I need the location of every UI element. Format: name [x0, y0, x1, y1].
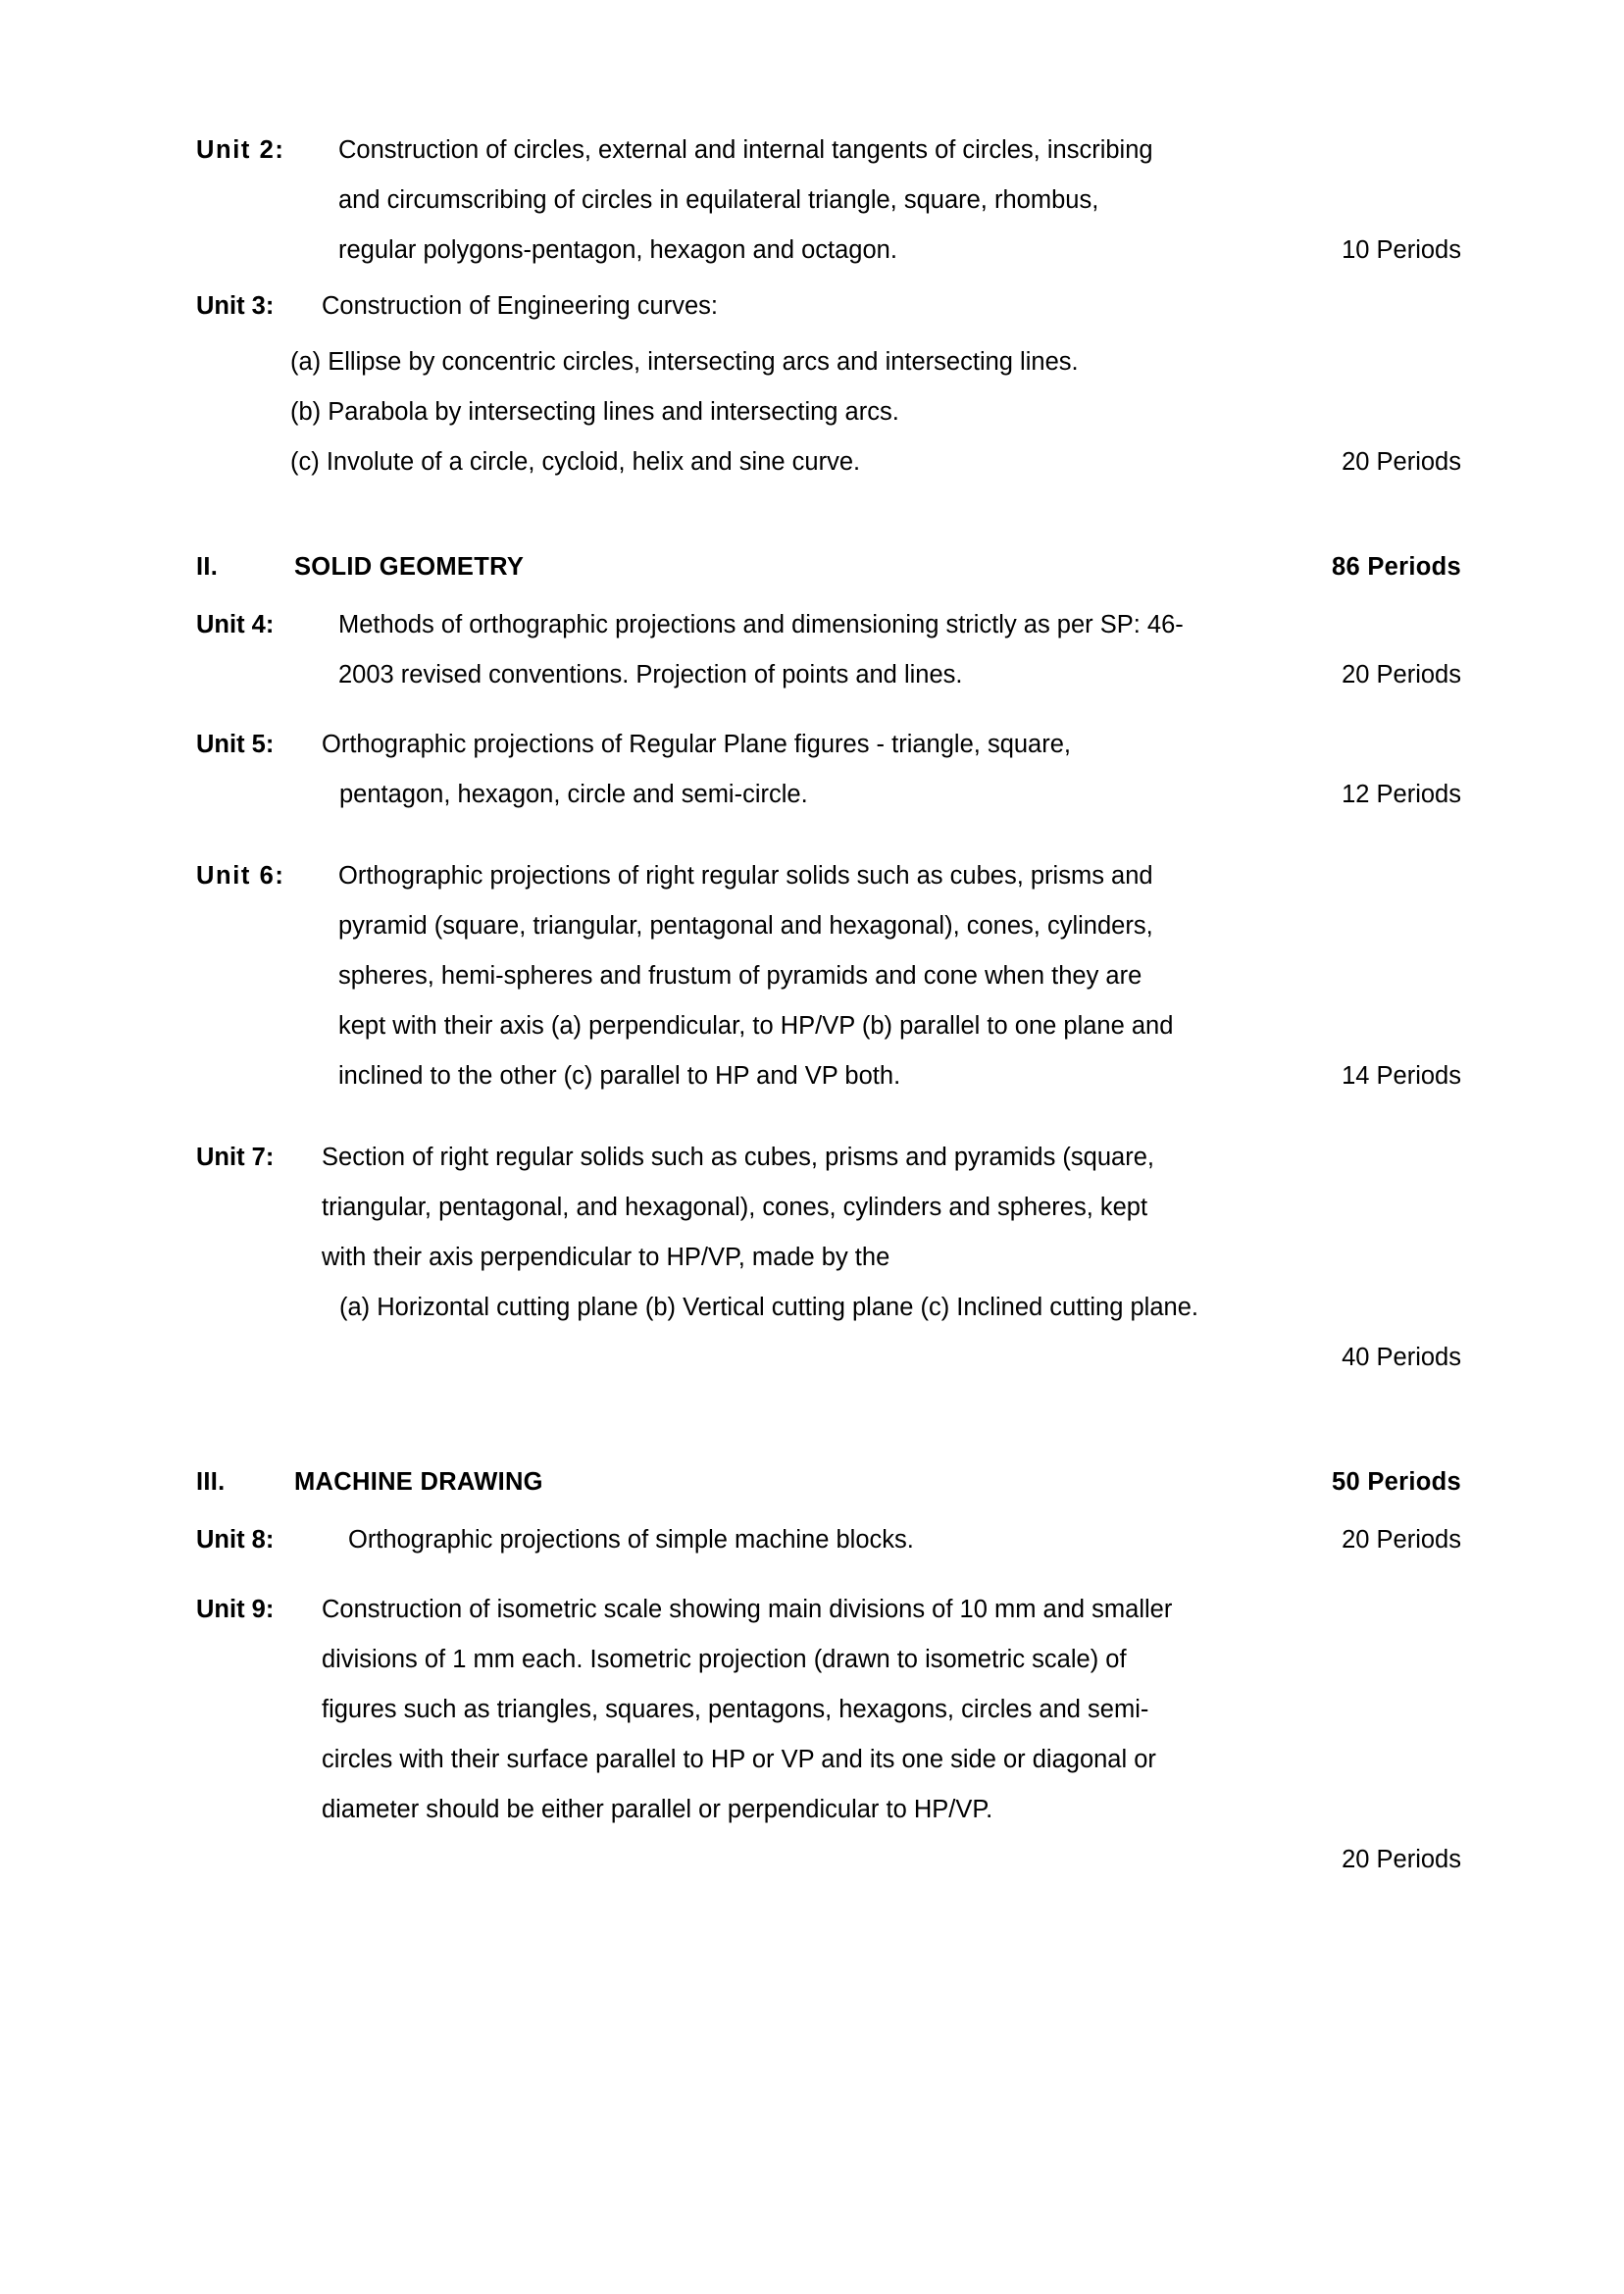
spacer-before-unit-6 [196, 826, 1461, 851]
section-numeral-3: III. [196, 1468, 226, 1496]
unit-block-4 [196, 600, 1461, 700]
unit-body-7 [322, 1133, 1461, 1383]
unit-body-4 [338, 600, 1461, 700]
unit-6-line-4: kept with their axis (a) perpendicular, to HP/VP (b) parallel to one plane and [338, 1012, 1174, 1040]
unit-block-9 [196, 1585, 1461, 1885]
unit-label-2: Unit 2: [196, 136, 285, 164]
unit-label-9: Unit 9: [196, 1596, 275, 1623]
unit-6-line-1: Orthographic projections of right regular solids such as cubes, prisms and [338, 862, 1153, 890]
unit-6-line-5-text: inclined to the other (c) parallel to HP and VP both. [338, 1062, 901, 1090]
unit-3-subitem-c-text: (c) Involute of a circle, cycloid, helix and sine curve. [290, 448, 861, 476]
section-title-machine-drawing: MACHINE DRAWING [294, 1468, 543, 1496]
spacer-before-unit-5 [196, 706, 1461, 720]
unit-label-5: Unit 5: [196, 731, 275, 758]
page-content [196, 126, 1461, 1891]
section-periods-machine-drawing: 50 Periods [1332, 1468, 1461, 1496]
unit-4-paragraph [338, 600, 1461, 700]
unit-6-line-3: spheres, hemi-spheres and frustum of pyramids and cone when they are [338, 962, 1142, 990]
unit-3-paragraph [322, 281, 1461, 331]
unit-label-4: Unit 4: [196, 611, 275, 638]
unit-7-line-2: triangular, pentagonal, and hexagonal), cones, cylinders and spheres, kept [322, 1194, 1148, 1221]
unit-9-line-1: Construction of isometric scale showing main divisions of 10 mm and smaller [322, 1596, 1173, 1623]
unit-5-periods: 12 Periods [1342, 781, 1461, 808]
unit-body-2 [338, 126, 1461, 276]
unit-2-line-2: and circumscribing of circles in equilateral triangle, square, rhombus, [338, 186, 1099, 214]
unit-9-line-3: figures such as triangles, squares, pentagons, hexagons, circles and semi- [322, 1696, 1149, 1723]
unit-label-6: Unit 6: [196, 862, 285, 890]
unit-9-line-2: divisions of 1 mm each. Isometric projection (drawn to isometric scale) of [322, 1646, 1127, 1673]
unit-7-line-1: Section of right regular solids such as cubes, prisms and pyramids (square, [322, 1144, 1154, 1171]
unit-body-6 [338, 851, 1461, 1101]
unit-8-line-1-text: Orthographic projections of simple machine blocks. [348, 1526, 914, 1554]
unit-9-periods: 20 Periods [1342, 1846, 1461, 1873]
spacer-before-unit-7 [196, 1107, 1461, 1133]
unit-4-line-2 [338, 650, 1461, 700]
unit-2-periods: 10 Periods [1342, 236, 1461, 264]
unit-9-line-5: diameter should be either parallel or perpendicular to HP/VP. [322, 1796, 993, 1823]
unit-body-9 [322, 1585, 1461, 1885]
unit-7-line-3: with their axis perpendicular to HP/VP, made by the [322, 1244, 890, 1271]
unit-3-subitem-c [290, 437, 1461, 487]
unit-4-line-2-text: 2003 revised conventions. Projection of points and lines. [338, 661, 963, 688]
unit-block-2 [196, 126, 1461, 276]
unit-8-periods: 20 Periods [1342, 1526, 1461, 1554]
unit-block-3 [196, 281, 1461, 331]
spacer-before-unit-9 [196, 1571, 1461, 1585]
unit-9-line-4: circles with their surface parallel to HP or VP and its one side or diagonal or [322, 1746, 1156, 1773]
unit-3-periods: 20 Periods [1342, 448, 1461, 476]
unit-7-line-4: (a) Horizontal cutting plane (b) Vertical cutting plane (c) Inclined cutting plane. [339, 1294, 1198, 1321]
unit-3-subitem-b [290, 387, 1461, 437]
unit-label-7: Unit 7: [196, 1144, 275, 1171]
unit-body-8 [348, 1515, 1461, 1565]
unit-label-3: Unit 3: [196, 292, 275, 320]
unit-body-3 [322, 281, 1461, 331]
unit-2-line-1: Construction of circles, external and internal tangents of circles, inscribing [338, 136, 1153, 164]
unit-5-line-2-text: pentagon, hexagon, circle and semi-circle. [339, 781, 808, 808]
unit-8-paragraph [348, 1515, 1461, 1565]
spacer-before-machine-drawing [196, 1389, 1461, 1428]
unit-8-line-1 [348, 1515, 1461, 1565]
unit-2-line-3 [338, 226, 1461, 276]
unit-5-line-2 [322, 770, 1461, 820]
section-title-solid-geometry: SOLID GEOMETRY [294, 553, 525, 581]
section-heading-solid-geometry [196, 542, 1461, 592]
unit-2-paragraph [338, 126, 1461, 276]
unit-6-line-2: pyramid (square, triangular, pentagonal and hexagonal), cones, cylinders, [338, 912, 1153, 940]
unit-5-line-1: Orthographic projections of Regular Plane figures - triangle, square, [322, 731, 1071, 758]
unit-4-line-1: Methods of orthographic projections and dimensioning strictly as per SP: 46- [338, 611, 1184, 638]
section-numeral-2: II. [196, 553, 219, 581]
section-heading-machine-drawing [196, 1457, 1461, 1507]
unit-block-8 [196, 1515, 1461, 1565]
spacer-before-solid-geometry [196, 487, 1461, 513]
unit-7-paragraph [322, 1133, 1461, 1383]
unit-body-5 [322, 720, 1461, 820]
unit-block-5 [196, 720, 1461, 820]
unit-4-periods: 20 Periods [1342, 661, 1461, 688]
unit-3-subitem-b-text: (b) Parabola by intersecting lines and intersecting arcs. [290, 398, 899, 426]
unit-6-line-5 [338, 1051, 1461, 1101]
unit-3-subitem-a-text: (a) Ellipse by concentric circles, intersecting arcs and intersecting lines. [290, 348, 1079, 376]
unit-6-paragraph [338, 851, 1461, 1101]
unit-3-line-1: Construction of Engineering curves: [322, 292, 718, 320]
unit-3-subitem-a [290, 337, 1461, 387]
unit-9-paragraph [322, 1585, 1461, 1885]
unit-7-periods: 40 Periods [1342, 1344, 1461, 1371]
unit-5-paragraph [322, 720, 1461, 820]
unit-2-line-3-text: regular polygons-pentagon, hexagon and octagon. [338, 236, 897, 264]
section-periods-solid-geometry: 86 Periods [1332, 553, 1461, 581]
unit-block-6 [196, 851, 1461, 1101]
unit-6-periods: 14 Periods [1342, 1062, 1461, 1090]
unit-label-8: Unit 8: [196, 1526, 275, 1554]
unit-block-7 [196, 1133, 1461, 1383]
